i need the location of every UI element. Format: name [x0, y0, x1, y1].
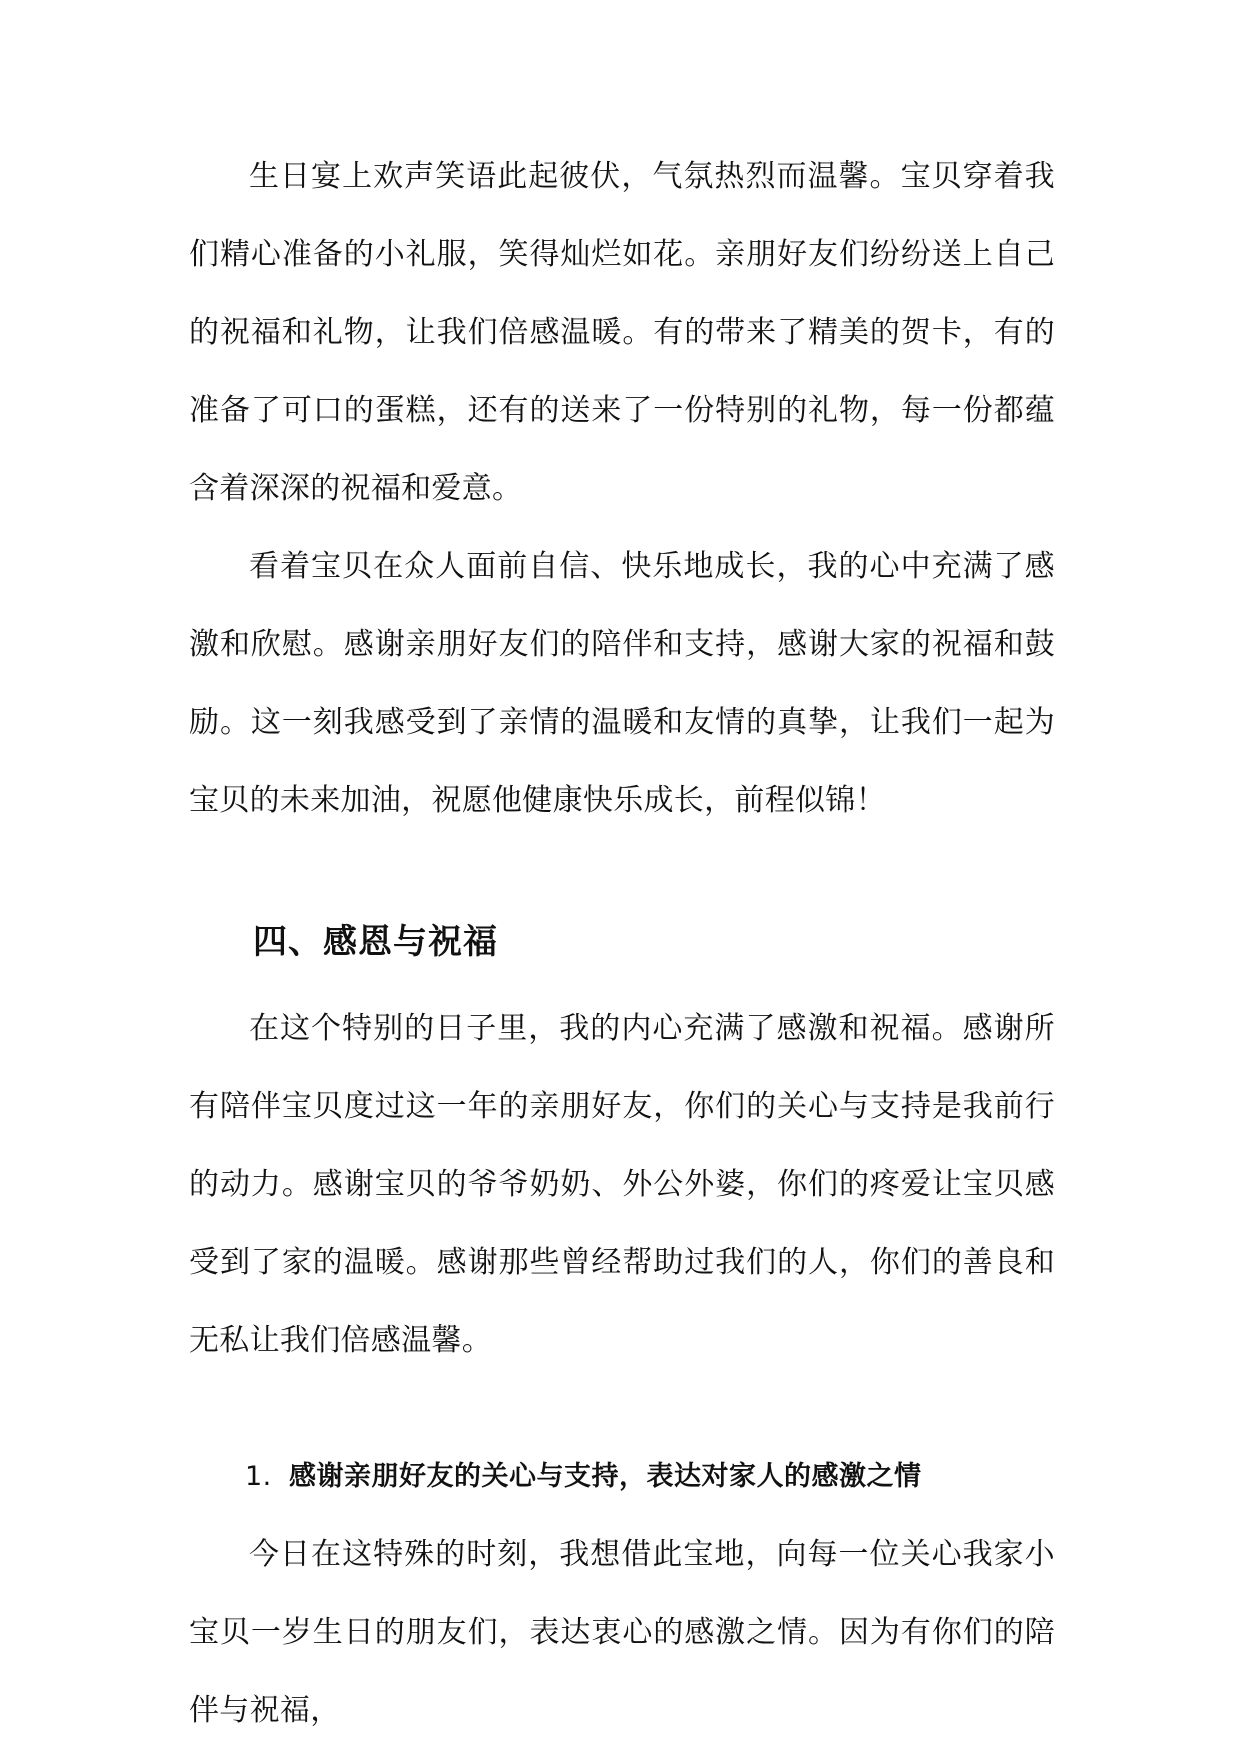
subsection-heading	[189, 1444, 1055, 1510]
paragraph-birthday-banquet: 生日宴上欢声笑语此起彼伏，气氛热烈而温馨。宝贝穿着我们精心准备的小礼服，笑得灿烂如花。亲朋好友们纷纷送上自己的祝福和礼物，让我们倍感温暖。有的带来了精美的贺卡，有的准备了可口的蛋糕，还有的送来了一份特别的礼物，每一份都蕴含着深深的祝福和爱意。	[189, 159, 1055, 506]
paragraph-heartfelt-thanks: 今日在这特殊的时刻，我想借此宝地，向每一位关心我家小宝贝一岁生日的朋友们，表达衷心的感激之情。因为有你们的陪伴与祝福，	[189, 1537, 1055, 1728]
section-heading: 四、感恩与祝福	[253, 922, 498, 962]
paragraph-thanks-all: 在这个特别的日子里，我的内心充满了感激和祝福。感谢所有陪伴宝贝度过这一年的亲朋好友，你们的关心与支持是我前行的动力。感谢宝贝的爷爷奶奶、外公外婆，你们的疼爱让宝贝感受到了家的温暖。感谢那些曾经帮助过我们的人，你们的善良和无私让我们倍感温馨。	[189, 1011, 1055, 1358]
subsection-number: 1.	[245, 1461, 272, 1492]
paragraph-gratitude-growth: 看着宝贝在众人面前自信、快乐地成长，我的心中充满了感激和欣慰。感谢亲朋好友们的陪伴和支持，感谢大家的祝福和鼓励。这一刻我感受到了亲情的温暖和友情的真挚，让我们一起为宝贝的未来加油，祝愿他健康快乐成长，前程似锦！	[189, 549, 1055, 818]
subsection-title: 感谢亲朋好友的关心与支持，表达对家人的感激之情	[289, 1461, 922, 1492]
document-body	[189, 138, 1055, 1750]
